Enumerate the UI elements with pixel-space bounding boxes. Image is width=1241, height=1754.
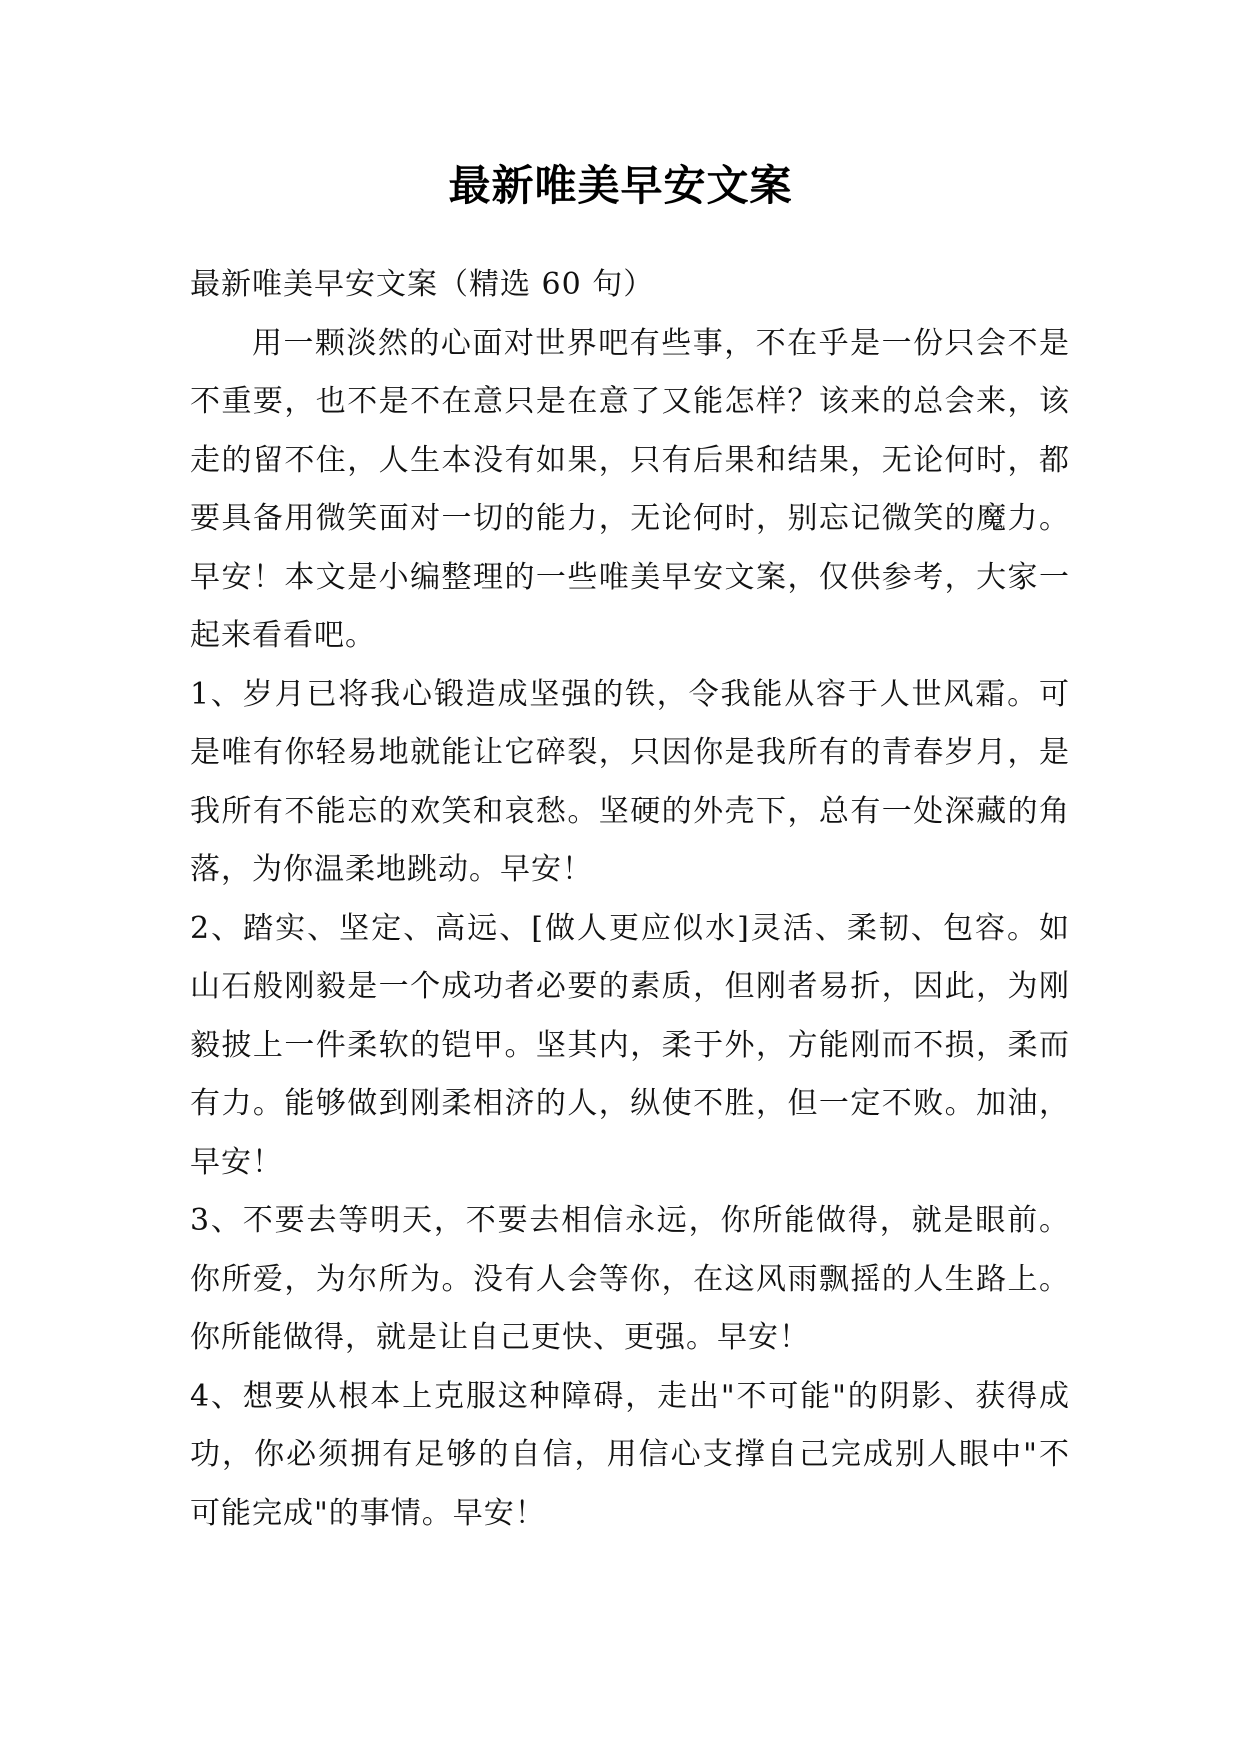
document-body: [190, 256, 1070, 1543]
document-subtitle: 最新唯美早安文案（精选 60 句）: [190, 267, 655, 302]
list-item: 2、踏实、坚定、高远、[做人更应似水]灵活、柔韧、包容。如山石般刚毅是一个成功者必要的素质，但刚者易折，因此，为刚毅披上一件柔软的铠甲。坚其内，柔于外，方能刚而不损，柔而有力。能够做到刚柔相济的人，纵使不胜，但一定不败。加油，早安！: [190, 910, 1070, 1180]
list-item: 3、不要去等明天，不要去相信永远，你所能做得，就是眼前。你所爱，为尔所为。没有人会等你，在这风雨飘摇的人生路上。你所能做得，就是让自己更快、更强。早安！: [190, 1203, 1070, 1355]
list-item: 4、想要从根本上克服这种障碍，走出"不可能"的阴影、获得成功，你必须拥有足够的自信，用信心支撑自己完成别人眼中"不可能完成"的事情。早安！: [190, 1378, 1070, 1531]
document-title: 最新唯美早安文案: [448, 161, 793, 210]
intro-paragraph: 用一颗淡然的心面对世界吧有些事，不在乎是一份只会不是不重要，也不是不在意只是在意了又能怎样？该来的总会来，该走的留不住，人生本没有如果，只有后果和结果，无论何时，都要具备用微笑面对一切的能力，无论何时，别忘记微笑的魔力。早安！本文是小编整理的一些唯美早安文案，仅供参考，大家一起来看看吧。: [190, 325, 1070, 653]
list-item: 1、岁月已将我心锻造成坚强的铁，令我能从容于人世风霜。可是唯有你轻易地就能让它碎裂，只因你是我所有的青春岁月，是我所有不能忘的欢笑和哀愁。坚硬的外壳下，总有一处深藏的角落，为你温柔地跳动。早安！: [190, 676, 1070, 887]
